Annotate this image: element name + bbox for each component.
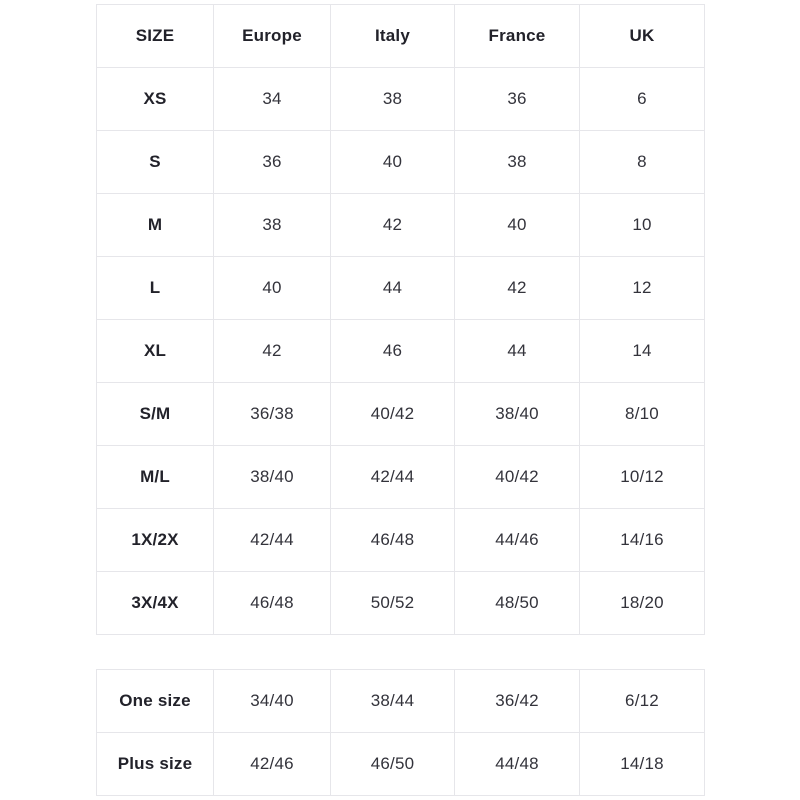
cell-uk: 6 — [580, 68, 705, 131]
cell-uk: 10 — [580, 194, 705, 257]
cell-france: 48/50 — [455, 572, 580, 635]
column-header-uk: UK — [580, 5, 705, 68]
table-row — [97, 733, 705, 796]
cell-france: 38/40 — [455, 383, 580, 446]
one-size-table-wrapper — [96, 669, 704, 796]
cell-uk: 8 — [580, 131, 705, 194]
cell-france: 44/48 — [455, 733, 580, 796]
cell-france: 44 — [455, 320, 580, 383]
row-label: XS — [97, 68, 214, 131]
column-header-france: France — [455, 5, 580, 68]
table-row — [97, 320, 705, 383]
cell-uk: 14/16 — [580, 509, 705, 572]
cell-france: 38 — [455, 131, 580, 194]
cell-uk: 10/12 — [580, 446, 705, 509]
cell-italy: 50/52 — [331, 572, 455, 635]
cell-uk: 12 — [580, 257, 705, 320]
table-row — [97, 383, 705, 446]
cell-italy: 38/44 — [331, 670, 455, 733]
table-row — [97, 257, 705, 320]
row-label: M — [97, 194, 214, 257]
cell-france: 36/42 — [455, 670, 580, 733]
cell-italy: 44 — [331, 257, 455, 320]
cell-italy: 46/48 — [331, 509, 455, 572]
standard-sizes-table-wrapper — [96, 4, 704, 635]
table-row — [97, 572, 705, 635]
cell-europe: 38/40 — [214, 446, 331, 509]
cell-europe: 42/46 — [214, 733, 331, 796]
cell-france: 44/46 — [455, 509, 580, 572]
column-header-italy: Italy — [331, 5, 455, 68]
cell-france: 40 — [455, 194, 580, 257]
standard-sizes-table — [96, 4, 705, 635]
row-label: M/L — [97, 446, 214, 509]
cell-europe: 42 — [214, 320, 331, 383]
table-row — [97, 194, 705, 257]
cell-europe: 34 — [214, 68, 331, 131]
cell-uk: 6/12 — [580, 670, 705, 733]
cell-italy: 40/42 — [331, 383, 455, 446]
cell-uk: 8/10 — [580, 383, 705, 446]
cell-uk: 18/20 — [580, 572, 705, 635]
cell-italy: 40 — [331, 131, 455, 194]
cell-france: 36 — [455, 68, 580, 131]
row-label: 3X/4X — [97, 572, 214, 635]
cell-europe: 38 — [214, 194, 331, 257]
table-row — [97, 446, 705, 509]
table-row — [97, 670, 705, 733]
table-row — [97, 68, 705, 131]
cell-uk: 14 — [580, 320, 705, 383]
row-label: 1X/2X — [97, 509, 214, 572]
table-header-row — [97, 5, 705, 68]
cell-france: 40/42 — [455, 446, 580, 509]
cell-italy: 46/50 — [331, 733, 455, 796]
cell-europe: 36/38 — [214, 383, 331, 446]
row-label: S — [97, 131, 214, 194]
table-row — [97, 131, 705, 194]
row-label: One size — [97, 670, 214, 733]
one-size-table — [96, 669, 705, 796]
cell-europe: 40 — [214, 257, 331, 320]
column-header-size: SIZE — [97, 5, 214, 68]
cell-italy: 46 — [331, 320, 455, 383]
column-header-europe: Europe — [214, 5, 331, 68]
row-label: L — [97, 257, 214, 320]
row-label: Plus size — [97, 733, 214, 796]
cell-europe: 42/44 — [214, 509, 331, 572]
cell-france: 42 — [455, 257, 580, 320]
row-label: XL — [97, 320, 214, 383]
cell-europe: 46/48 — [214, 572, 331, 635]
cell-europe: 36 — [214, 131, 331, 194]
row-label: S/M — [97, 383, 214, 446]
cell-italy: 42/44 — [331, 446, 455, 509]
table-row — [97, 509, 705, 572]
cell-italy: 38 — [331, 68, 455, 131]
cell-europe: 34/40 — [214, 670, 331, 733]
cell-uk: 14/18 — [580, 733, 705, 796]
cell-italy: 42 — [331, 194, 455, 257]
